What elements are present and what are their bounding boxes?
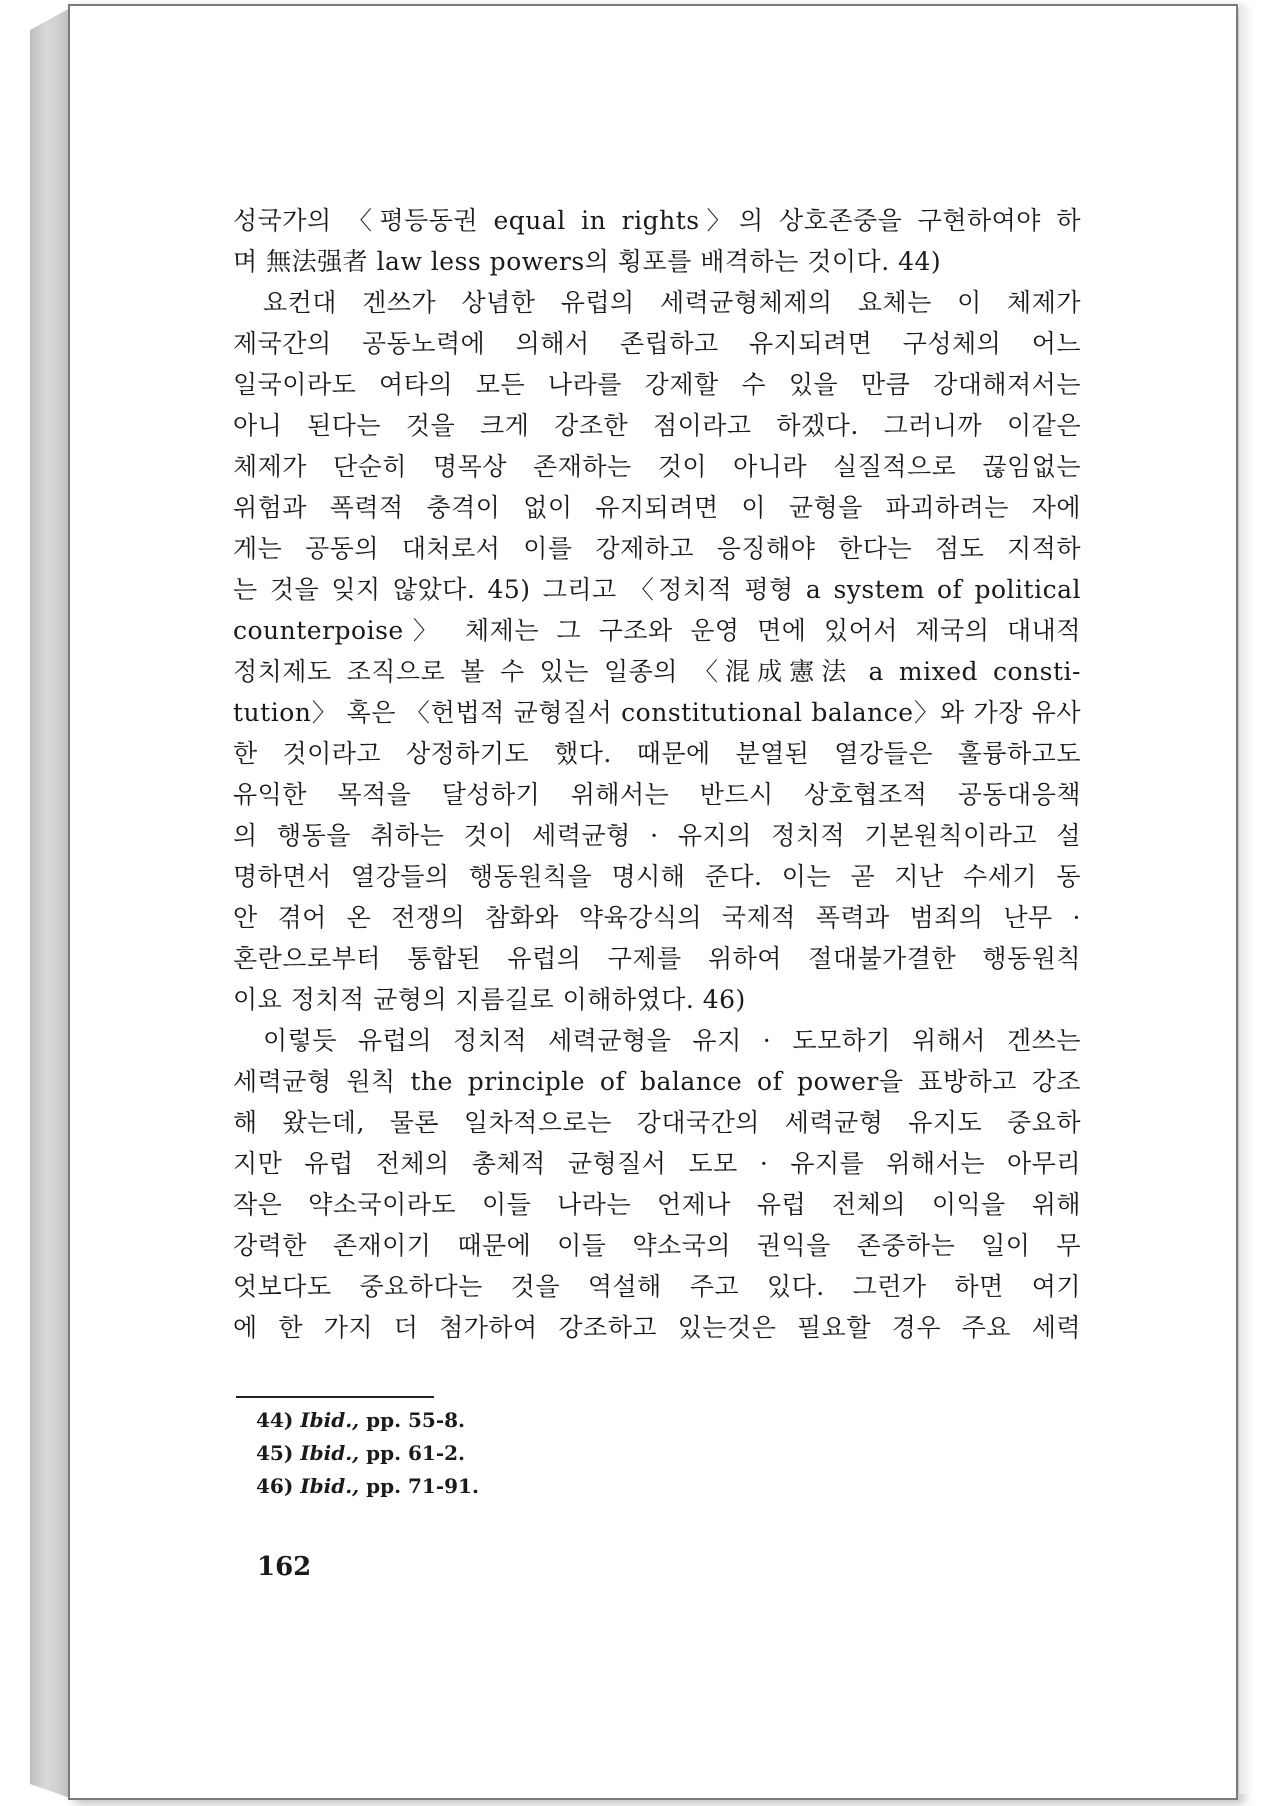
text-line: 안 겪어 온 전쟁의 참화와 약육강식의 국제적 폭력과 범죄의 난무 · (233, 903, 1081, 932)
text-line: 작은 약소국이라도 이들 나라는 언제나 유럽 전체의 이익을 위해 (233, 1190, 1081, 1219)
text-line: 위험과 폭력적 충격이 없이 유지되려면 이 균형을 파괴하려는 자에 (233, 493, 1081, 522)
text-line: tution〉 혹은 〈헌법적 균형질서 constitutional balance〉와 가장 유사 (233, 698, 1081, 727)
text-line: 혼란으로부터 통합된 유럽의 구제를 위하여 절대불가결한 행동원칙 (233, 944, 1081, 973)
footnote-ref: Ibid., (300, 1474, 360, 1498)
footnote (256, 1470, 756, 1503)
text-line: 는 것을 잊지 않았다. 45) 그리고 〈정치적 평형 a system of political (233, 575, 1081, 604)
footnote-number: 46) (256, 1474, 294, 1498)
footnote-number: 44) (256, 1408, 294, 1432)
text-line: 요컨대 겐쓰가 상념한 유럽의 세력균형체제의 요체는 이 체제가 (263, 288, 1081, 317)
text-line: 이요 정치적 균형의 지름길로 이해하였다. 46) (233, 985, 746, 1014)
footnote-pages: pp. 55-8. (366, 1408, 465, 1432)
page-number: 162 (257, 1552, 312, 1582)
footnote-pages: pp. 61-2. (366, 1441, 465, 1465)
text-line: 세력균형 원칙 the principle of balance of power을 표방하고 강조 (233, 1067, 1081, 1096)
text-line: 의 행동을 취하는 것이 세력균형 · 유지의 정치적 기본원칙이라고 설 (233, 821, 1081, 850)
text-line: counterpoise〉 체제는 그 구조와 운영 면에 있어서 제국의 대내적 (233, 616, 1081, 645)
text-line: 유익한 목적을 달성하기 위해서는 반드시 상호협조적 공동대응책 (233, 780, 1081, 809)
text-line: 정치제도 조직으로 볼 수 있는 일종의 〈混成憲法 a mixed consti- (233, 657, 1081, 686)
text-line: 엇보다도 중요하다는 것을 역설해 주고 있다. 그런가 하면 여기 (233, 1272, 1081, 1301)
text-line: 해 왔는데, 물론 일차적으로는 강대국간의 세력균형 유지도 중요하 (233, 1108, 1081, 1137)
book-spine (30, 8, 70, 1798)
footnote (256, 1404, 756, 1437)
footnote-divider (236, 1396, 434, 1398)
text-line: 제국간의 공동노력에 의해서 존립하고 유지되려면 구성체의 어느 (233, 329, 1081, 358)
text-line: 게는 공동의 대처로서 이를 강제하고 응징해야 한다는 점도 지적하 (233, 534, 1081, 563)
footnote (256, 1437, 756, 1470)
text-line: 일국이라도 여타의 모든 나라를 강제할 수 있을 만큼 강대해져서는 (233, 370, 1081, 399)
text-line: 성국가의 〈평등동권 equal in rights〉의 상호존중을 구현하여야 하 (233, 206, 1081, 235)
text-line: 지만 유럽 전체의 총체적 균형질서 도모 · 유지를 위해서는 아무리 (233, 1149, 1081, 1178)
footnote-ref: Ibid., (300, 1408, 360, 1432)
footnote-ref: Ibid., (300, 1441, 360, 1465)
text-line: 강력한 존재이기 때문에 이들 약소국의 권익을 존중하는 일이 무 (233, 1231, 1081, 1260)
text-line: 아니 된다는 것을 크게 강조한 점이라고 하겠다. 그러니까 이같은 (233, 411, 1081, 440)
text-line: 명하면서 열강들의 행동원칙을 명시해 준다. 이는 곧 지난 수세기 동 (233, 862, 1081, 891)
text-line: 체제가 단순히 명목상 존재하는 것이 아니라 실질적으로 끊임없는 (233, 452, 1081, 481)
page-edge (1238, 10, 1255, 1794)
footnote-pages: pp. 71-91. (366, 1474, 479, 1498)
text-line: 며 無法强者 law less powers의 횡포를 배격하는 것이다. 44) (233, 247, 942, 276)
footnotes (256, 1404, 756, 1503)
body-text (233, 200, 1081, 1348)
text-line: 한 것이라고 상정하기도 했다. 때문에 분열된 열강들은 훌륭하고도 (233, 739, 1081, 768)
text-line: 이렇듯 유럽의 정치적 세력균형을 유지 · 도모하기 위해서 겐쓰는 (263, 1026, 1081, 1055)
footnote-number: 45) (256, 1441, 294, 1465)
text-line: 에 한 가지 더 첨가하여 강조하고 있는것은 필요할 경우 주요 세력 (233, 1313, 1081, 1342)
